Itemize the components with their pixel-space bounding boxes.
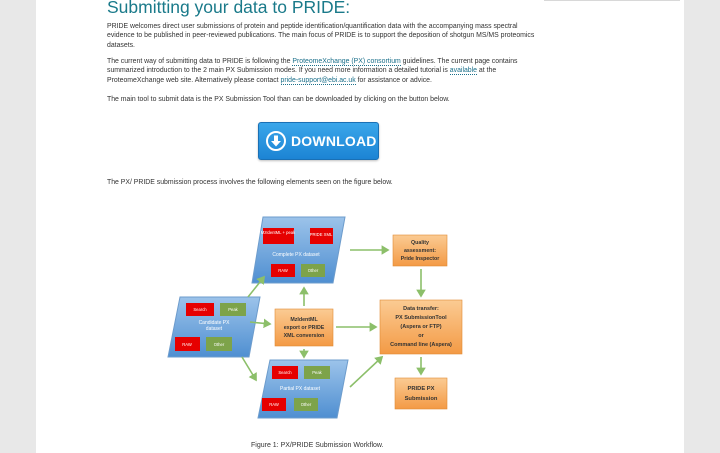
transfer-box (380, 300, 462, 354)
figure-caption: Figure 1: PX/PRIDE Submission Workflow. (251, 442, 384, 449)
transfer-line-5: Command line (Aspera) (390, 342, 452, 348)
pride-submission-box (395, 378, 447, 409)
guidelines-text-b: guidelines. The current page contains summarized introduction to the 2 main PX Submission modes. If you need more information a detailed tutorial is (107, 58, 518, 75)
transfer-line-4: or (418, 333, 424, 339)
complete-dataset-shape (252, 217, 345, 283)
candidate-dataset-label-1: Candidate PX (198, 320, 230, 326)
conversion-line-1: MzIdentML (290, 317, 318, 323)
download-arrow-icon (266, 131, 286, 151)
partial-tile-search-label: Search (278, 370, 292, 375)
guidelines-paragraph (107, 57, 537, 85)
download-button[interactable] (258, 122, 379, 160)
support-email-link[interactable]: pride-support@ebi.ac.uk (280, 76, 356, 84)
submission-workflow-figure (160, 212, 470, 427)
transfer-line-2: PX SubmissionTool (395, 315, 447, 321)
tutorial-available-link[interactable]: available (449, 67, 477, 75)
pride-box-line-1: PRIDE PX (407, 386, 435, 392)
candidate-tile-raw-label: RAW (182, 342, 192, 347)
partial-tile-other-label: Other (300, 402, 312, 407)
sidebar-divider (544, 0, 680, 1)
page-title: Submitting your data to PRIDE: (107, 0, 351, 17)
conversion-box (275, 309, 333, 346)
partial-dataset-label: Partial PX dataset (279, 386, 321, 392)
transfer-line-1: Data transfer: (403, 306, 439, 312)
quality-line-1: Quality (411, 240, 429, 246)
candidate-dataset-shape (168, 297, 260, 357)
main-content (107, 0, 537, 186)
transfer-line-3: (Aspera or FTP) (400, 324, 442, 330)
conversion-line-2: export or PRIDE (283, 325, 325, 331)
candidate-tile-search-label: Search (193, 307, 207, 312)
candidate-dataset-label-2: dataset (205, 326, 223, 332)
complete-tile-raw-label: RAW (278, 268, 288, 273)
guidelines-text-a: The current way of submitting data to PRIDE is following the (107, 58, 293, 65)
complete-tile-pridexml-label: PRIDE XML (309, 232, 333, 237)
pride-box-line-2: Submission (404, 396, 438, 402)
partial-dataset-shape (258, 360, 348, 418)
guidelines-text-c: at the ProteomeXchange web site. Alternatively please contact (107, 67, 497, 84)
proteomexchange-link[interactable]: ProteomeXchange (PX) consortium (292, 58, 401, 65)
partial-tile-raw-label: RAW (269, 402, 279, 407)
quality-box (393, 235, 447, 266)
guidelines-text-d: for assistance or advice. (355, 76, 432, 84)
intro-paragraph: PRIDE welcomes direct user submissions of protein and peptide identification/quantification data with the accompanying mass spectral evidence to be published in peer-reviewed publications. The main focus of PRIDE is to support the deposition of shotgun MS/MS proteomics datasets. (107, 23, 535, 49)
process-paragraph: The PX/ PRIDE submission process involves the following elements seen on the figure below. (107, 179, 393, 186)
partial-tile-peak-label: Peak (312, 370, 322, 375)
quality-line-2: assessment: (403, 248, 437, 254)
tool-paragraph: The main tool to submit data is the PX Submission Tool than can be downloaded by clicking on the button below. (107, 96, 450, 103)
complete-dataset-label: Complete PX dataset (272, 252, 320, 258)
complete-tile-other-label: Other (307, 268, 319, 273)
quality-line-3: Pride Inspector (400, 256, 440, 262)
complete-tile-mzidentml-label: MzIdentML + peak (260, 230, 296, 235)
candidate-tile-peak-label: Peak (228, 307, 238, 312)
download-button-label: DOWNLOAD (291, 133, 377, 149)
conversion-line-3: XML conversion (283, 333, 325, 339)
candidate-tile-other-label: Other (213, 342, 225, 347)
